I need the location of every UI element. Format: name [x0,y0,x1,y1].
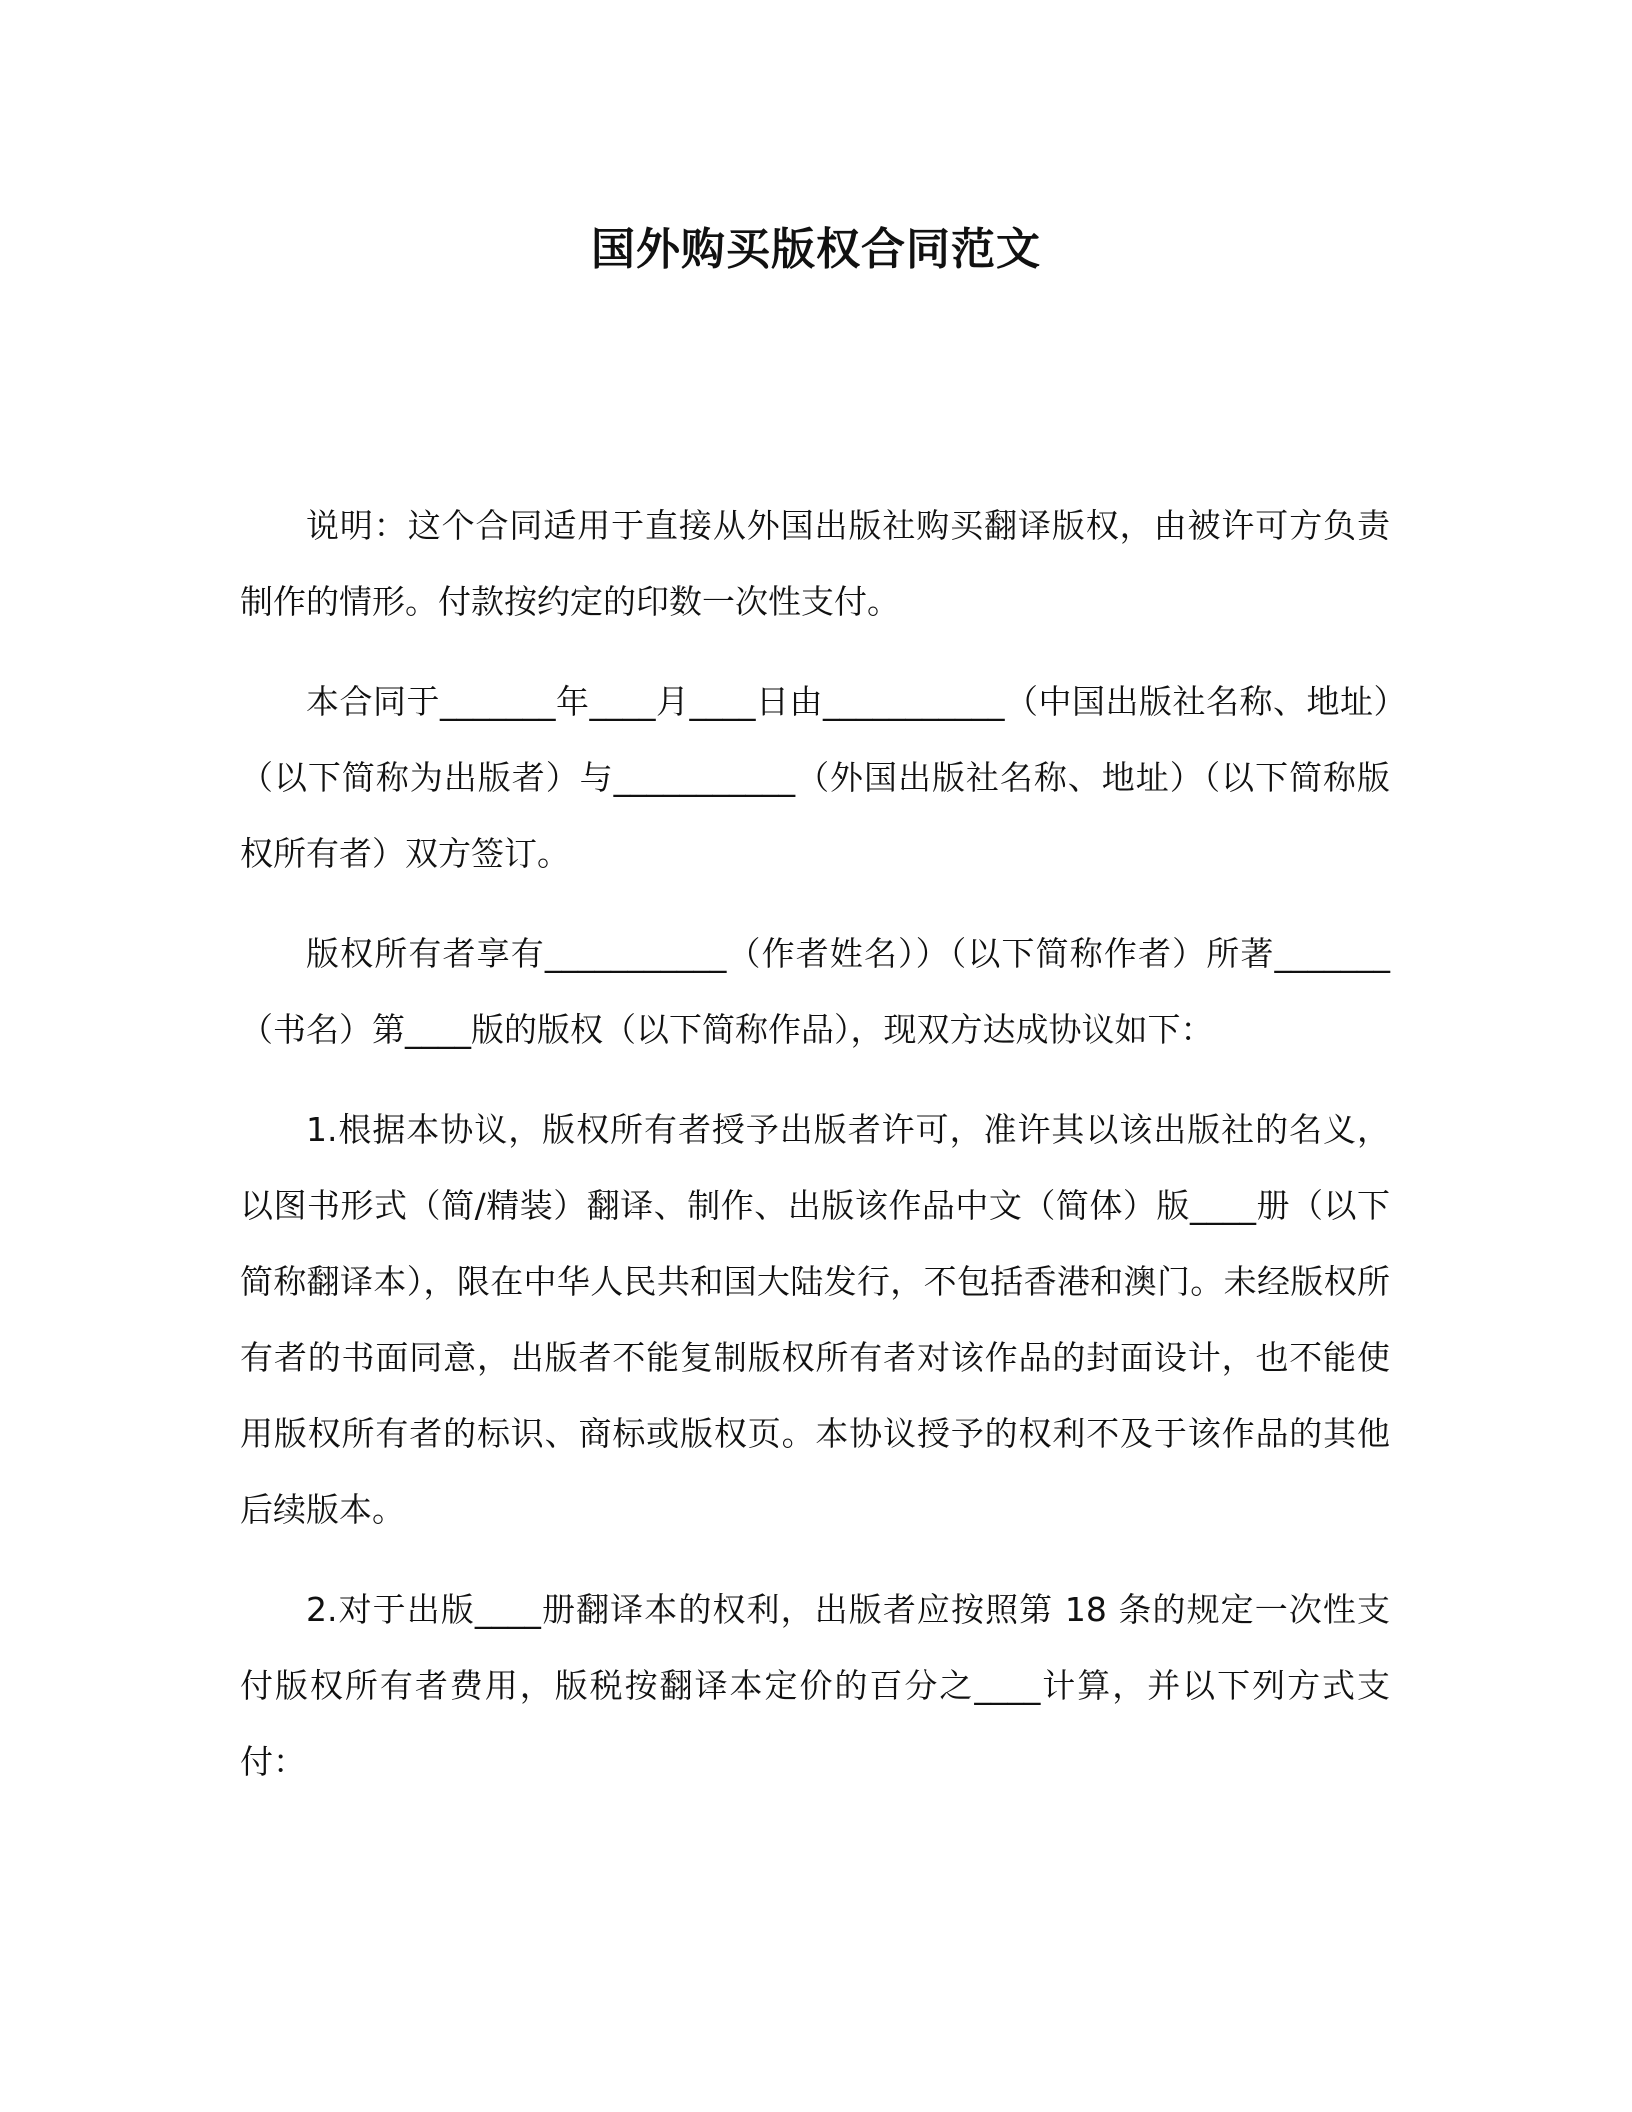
paragraph-clause-1: 1.根据本协议，版权所有者授予出版者许可，准许其以该出版社的名义，以图书形式（简/精装）翻译、制作、出版该作品中文（简体）版____册（以下简称翻译本），限在中华人民共和国大陆发行，不包括香港和澳门。未经版权所有者的书面同意，出版者不能复制版权所有者对该作品的封面设计，也不能使用版权所有者的标识、商标或版权页。本协议授予的权利不及于该作品的其他后续版本。 [240,1110,1390,1529]
paragraph-parties: 本合同于_______年____月____日由___________（中国出版社名称、地址）（以下简称为出版者）与___________（外国出版社名称、地址）（以下简称版权所有者）双方签订。 [240,682,1390,873]
paragraph-clause-2: 2.对于出版____册翻译本的权利，出版者应按照第 18 条的规定一次性支付版权所有者费用，版税按翻译本定价的百分之____计算，并以下列方式支付： [240,1590,1390,1781]
paragraph-copyright-work: 版权所有者享有___________（作者姓名））（以下简称作者）所著_______（书名）第____版的版权（以下简称作品），现双方达成协议如下： [240,934,1390,1049]
paragraph-intro-note: 说明：这个合同适用于直接从外国出版社购买翻译版权，由被许可方负责制作的情形。付款按约定的印数一次性支付。 [240,506,1390,621]
document-body [240,488,1390,1824]
document-title: 国外购买版权合同范文 [591,224,1041,275]
